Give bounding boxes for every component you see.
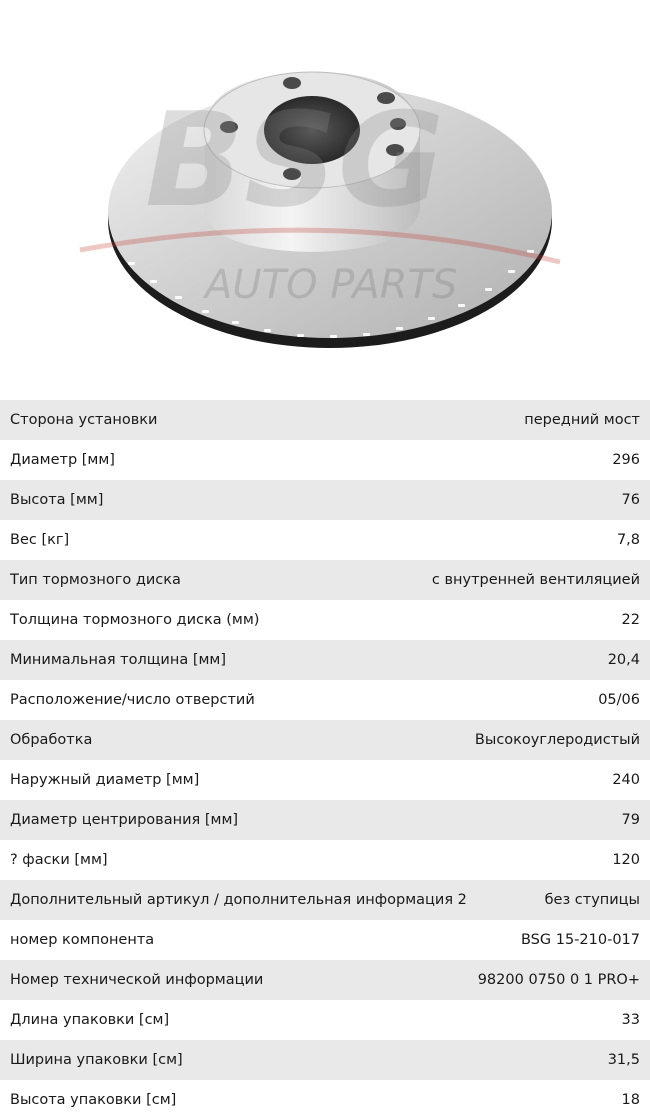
spec-row: [0, 760, 650, 800]
spec-value: 296: [612, 452, 640, 468]
spec-value: 31,5: [607, 1052, 640, 1068]
spec-label: Наружный диаметр [мм]: [10, 772, 200, 788]
spec-row: [0, 800, 650, 840]
spec-value: 76: [621, 492, 640, 508]
spec-value: 20,4: [607, 652, 640, 668]
spec-label: Толщина тормозного диска (мм): [10, 612, 260, 628]
svg-text:AUTO PARTS: AUTO PARTS: [205, 262, 458, 308]
spec-value: 33: [621, 1012, 640, 1028]
spec-row: [0, 600, 650, 640]
spec-label: Ширина упаковки [см]: [10, 1052, 183, 1068]
spec-row: [0, 1080, 650, 1120]
spec-label: Вес [кг]: [10, 532, 70, 548]
spec-value: 240: [612, 772, 640, 788]
spec-value: 79: [621, 812, 640, 828]
spec-label: Высота [мм]: [10, 492, 104, 508]
spec-row: [0, 1000, 650, 1040]
spec-value: 7,8: [616, 532, 640, 548]
spec-value: 05/06: [598, 692, 640, 708]
spec-value: 22: [621, 612, 640, 628]
spec-row: [0, 960, 650, 1000]
spec-value: с внутренней вентиляцией: [431, 572, 640, 588]
spec-row: [0, 680, 650, 720]
spec-value: без ступицы: [544, 892, 640, 908]
spec-value: BSG 15-210-017: [520, 932, 640, 948]
spec-label: Номер технической информации: [10, 972, 264, 988]
spec-row: [0, 840, 650, 880]
spec-row: [0, 400, 650, 440]
spec-row: [0, 720, 650, 760]
watermark-logo: BSG: [145, 84, 445, 236]
spec-label: Тип тормозного диска: [10, 572, 181, 588]
spec-row: [0, 560, 650, 600]
spec-row: [0, 1040, 650, 1080]
spec-label: Высота упаковки [см]: [10, 1092, 177, 1108]
spec-label: номер компонента: [10, 932, 155, 948]
brake-disc-image: [0, 0, 650, 400]
spec-row: [0, 640, 650, 680]
spec-value: 120: [612, 852, 640, 868]
spec-row: [0, 440, 650, 480]
spec-label: Диаметр центрирования [мм]: [10, 812, 239, 828]
spec-value: 18: [621, 1092, 640, 1108]
spec-row: [0, 480, 650, 520]
spec-row: [0, 920, 650, 960]
spec-row: [0, 880, 650, 920]
spec-label: Диаметр [мм]: [10, 452, 115, 468]
spec-value: 98200 0750 0 1 PRO+: [477, 972, 640, 988]
spec-value: Высокоуглеродистый: [474, 732, 640, 748]
spec-label: Обработка: [10, 732, 93, 748]
spec-table: [0, 400, 650, 1120]
spec-label: Расположение/число отверстий: [10, 692, 255, 708]
spec-value: передний мост: [524, 412, 640, 428]
spec-label: Сторона установки: [10, 412, 158, 428]
spec-label: ? фаски [мм]: [10, 852, 108, 868]
spec-row: [0, 520, 650, 560]
spec-label: Длина упаковки [см]: [10, 1012, 170, 1028]
spec-label: Дополнительный артикул / дополнительная информация 2: [10, 892, 467, 908]
spec-label: Минимальная толщина [мм]: [10, 652, 227, 668]
product-image: [0, 0, 650, 400]
